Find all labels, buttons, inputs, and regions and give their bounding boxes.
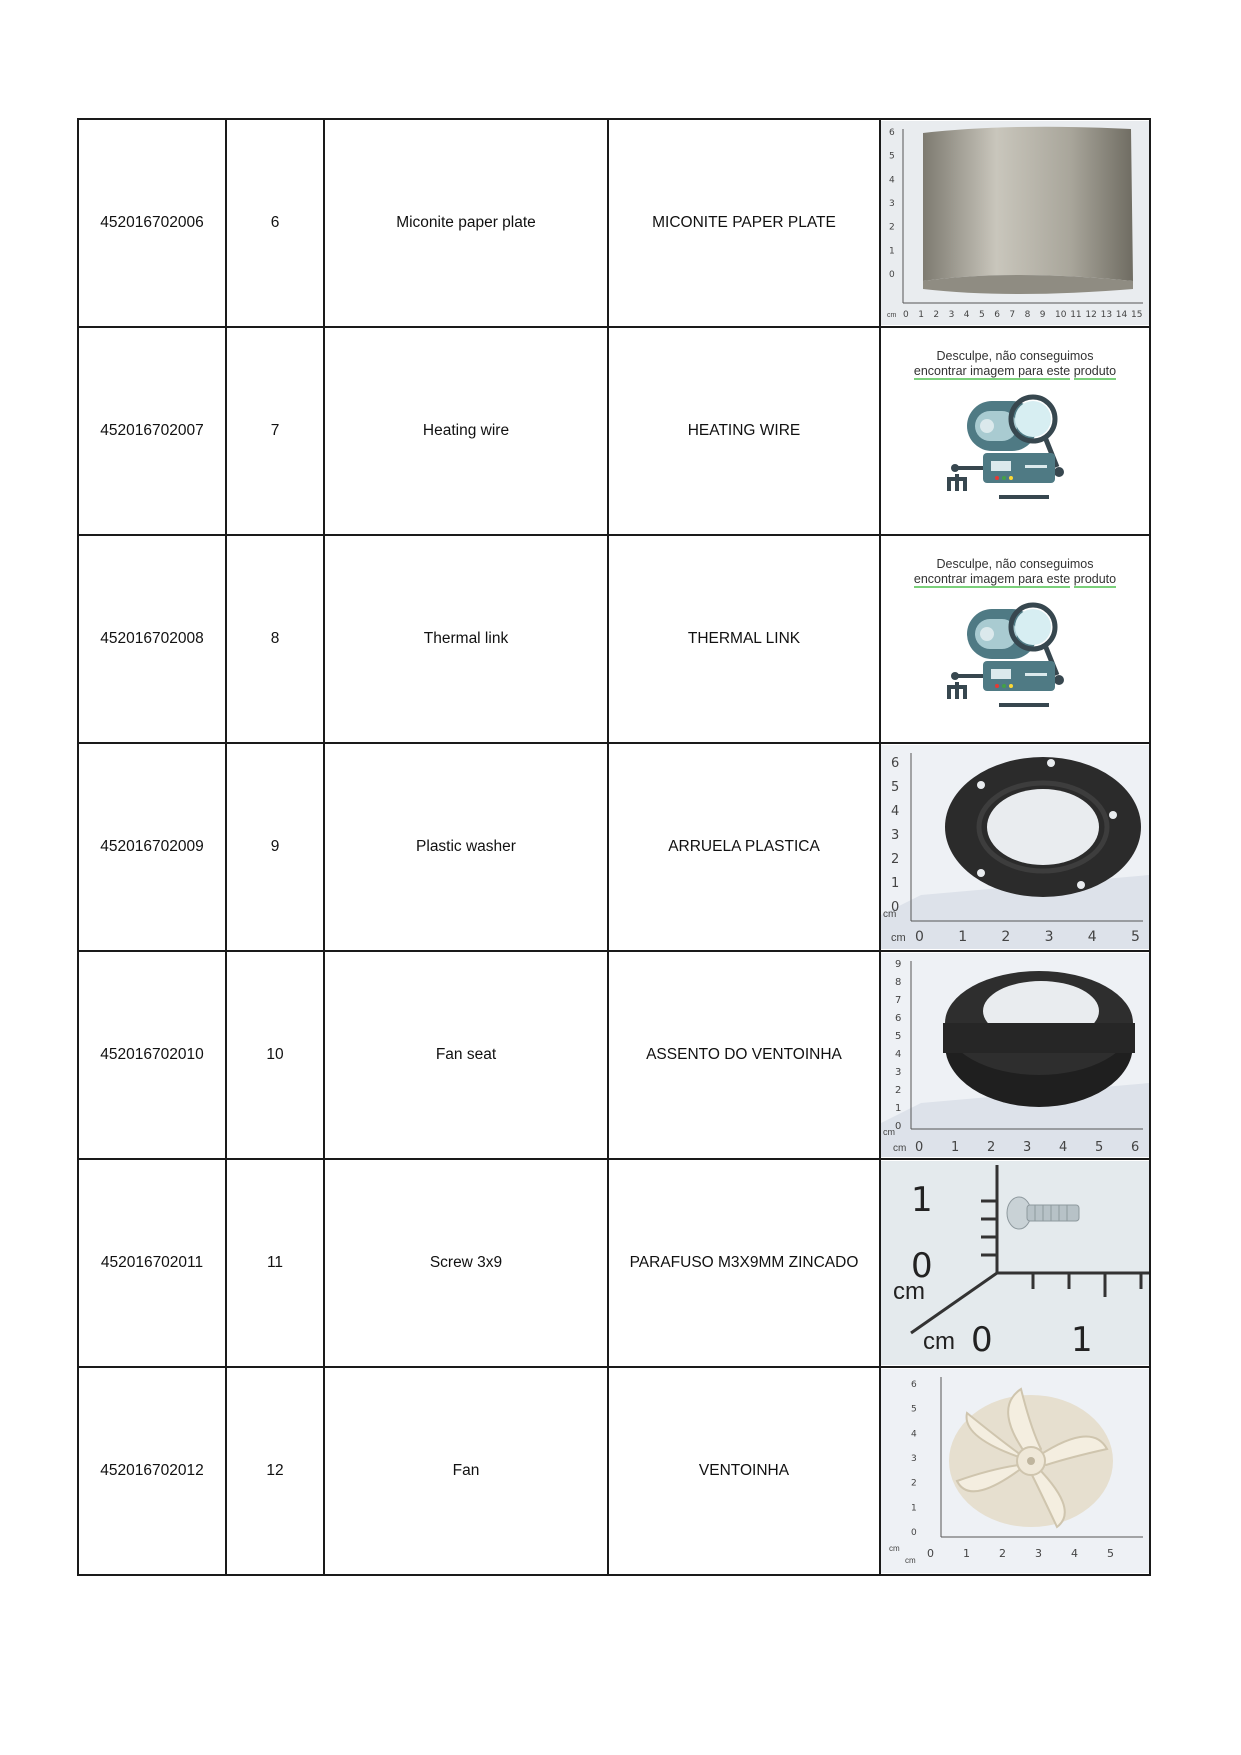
ruler-tick-label: 3 [948, 310, 955, 320]
unit-label: cm [889, 1544, 900, 1553]
position-number: 11 [226, 1159, 324, 1367]
ruler-tick-label: 0 [903, 310, 909, 320]
unit-label: cm [891, 932, 906, 944]
description-pt: MICONITE PAPER PLATE [608, 119, 880, 327]
ruler-tick-label: 8 [895, 977, 902, 988]
ruler-tick-label: 6 [1131, 1140, 1140, 1155]
ruler-tick-label: 6 [891, 756, 900, 771]
ruler-tick-label: 2 [933, 310, 940, 320]
not-found-line1: Desculpe, não conseguimos [936, 349, 1094, 363]
description-pt: VENTOINHA [608, 1367, 880, 1575]
not-found-line2: encontrar imagem para este [913, 364, 1071, 378]
ruler-tick-label: 7 [895, 995, 902, 1006]
not-found-line1: Desculpe, não conseguimos [936, 557, 1094, 571]
ruler-tick-label: 6 [994, 310, 1000, 320]
ruler-tick-label: 3 [889, 199, 895, 209]
ruler-tick-label: 4 [1087, 929, 1097, 945]
description-en: Thermal link [324, 535, 608, 743]
ruler-tick-label: 14 [1115, 310, 1128, 320]
part-photo-washer [881, 745, 1149, 949]
table-row [78, 535, 1150, 743]
ruler-tick-label: 6 [889, 128, 895, 138]
ruler-tick-label: 0 [895, 1121, 902, 1132]
ruler-tick-label: 9 [895, 959, 902, 970]
ruler-tick-label: 4 [889, 175, 895, 186]
ruler-tick-label: 4 [895, 1049, 902, 1060]
position-number: 8 [226, 535, 324, 743]
ruler-tick-label: 2 [889, 222, 895, 233]
ruler-tick-label: 0 [911, 1246, 933, 1286]
ruler-tick-label: 6 [895, 1013, 902, 1024]
ruler-tick-label: 4 [963, 310, 970, 320]
ruler-tick-label: 3 [1023, 1140, 1032, 1155]
part-code: 452016702012 [78, 1367, 226, 1575]
description-pt: THERMAL LINK [608, 535, 880, 743]
description-en: Screw 3x9 [324, 1159, 608, 1367]
unit-label: cm [883, 909, 897, 920]
unit-label: cm [883, 1127, 895, 1137]
ruler-tick-label: 4 [1059, 1140, 1068, 1155]
position-number: 12 [226, 1367, 324, 1575]
table-row [78, 1159, 1150, 1367]
ruler-tick-label: 3 [891, 828, 900, 843]
not-found-line2: encontrar imagem para este [913, 572, 1071, 586]
description-en: Plastic washer [324, 743, 608, 951]
description-en: Miconite paper plate [324, 119, 608, 327]
position-number: 7 [226, 327, 324, 535]
ruler-tick-label: 2 [987, 1140, 996, 1155]
ruler-tick-label: 5 [895, 1031, 902, 1042]
description-en: Fan seat [324, 951, 608, 1159]
position-number: 6 [226, 119, 324, 327]
part-code: 452016702009 [78, 743, 226, 951]
ruler-tick-label: 1 [889, 246, 895, 257]
not-found-link: produto [1073, 364, 1117, 378]
ruler-tick-label: 2 [911, 1478, 917, 1489]
parts-table [77, 118, 1151, 1576]
table-row [78, 1367, 1150, 1575]
ruler-tick-label: 0 [891, 900, 900, 915]
unit-label: cm [893, 1143, 907, 1154]
unit-label: cm [905, 1556, 916, 1565]
part-code: 452016702008 [78, 535, 226, 743]
ruler-tick-label: 6 [911, 1380, 917, 1390]
image-not-found [881, 329, 1149, 533]
part-photo-screw [881, 1161, 1149, 1365]
ruler-tick-label: 2 [895, 1085, 902, 1096]
ruler-tick-label: 0 [927, 1547, 934, 1560]
table-row [78, 327, 1150, 535]
table-row [78, 743, 1150, 951]
ruler-tick-label: 2 [999, 1547, 1006, 1560]
position-number: 9 [226, 743, 324, 951]
ruler-tick-label: 1 [951, 1140, 960, 1155]
ruler-tick-label: 1 [918, 310, 924, 320]
ruler-tick-label: 1 [958, 929, 968, 945]
ruler-tick-label: 1 [891, 876, 900, 891]
ruler-tick-label: 7 [1009, 310, 1016, 320]
ruler-tick-label: 5 [1107, 1547, 1114, 1560]
ruler-tick-label: 9 [1039, 310, 1046, 320]
ruler-tick-label: 1 [963, 1547, 970, 1560]
ruler-tick-label: 2 [891, 852, 900, 867]
ruler-tick-label: 5 [1131, 929, 1140, 945]
ruler-tick-label: 5 [891, 780, 900, 795]
ruler-tick-label: 1 [895, 1103, 902, 1114]
part-code: 452016702007 [78, 327, 226, 535]
part-photo-fan [881, 1369, 1149, 1573]
ruler-tick-label: 4 [1071, 1547, 1078, 1560]
part-code: 452016702006 [78, 119, 226, 327]
ruler-tick-label: 3 [1035, 1547, 1042, 1560]
ruler-tick-label: 3 [911, 1454, 917, 1464]
not-found-link: produto [1073, 572, 1117, 586]
ruler-tick-label: 1 [1071, 1320, 1093, 1360]
unit-label: cm [887, 312, 897, 319]
part-code: 452016702011 [78, 1159, 226, 1367]
part-code: 452016702010 [78, 951, 226, 1159]
unit-label: cm [923, 1328, 955, 1355]
description-pt: ARRUELA PLASTICA [608, 743, 880, 951]
ruler-tick-label: 0 [915, 1140, 924, 1155]
ruler-tick-label: 0 [971, 1320, 993, 1360]
ruler-tick-label: 0 [915, 929, 924, 945]
ruler-tick-label: 3 [895, 1067, 902, 1078]
ruler-tick-label: 4 [891, 804, 900, 819]
image-not-found [881, 537, 1149, 741]
description-pt: PARAFUSO M3X9MM ZINCADO [608, 1159, 880, 1367]
ruler-tick-label: 8 [1024, 310, 1031, 320]
ruler-tick-label: 4 [911, 1429, 917, 1440]
robot-search-icon [945, 587, 1085, 717]
ruler-tick-label: 13 [1100, 310, 1113, 320]
ruler-tick-label: 15 [1131, 310, 1143, 320]
ruler-tick-label: 10 [1055, 310, 1067, 320]
ruler-tick-label: 1 [911, 1503, 917, 1514]
ruler-tick-label: 5 [1095, 1140, 1104, 1155]
description-pt: ASSENTO DO VENTOINHA [608, 951, 880, 1159]
description-pt: HEATING WIRE [608, 327, 880, 535]
robot-search-icon [945, 379, 1085, 509]
ruler-tick-label: 5 [979, 310, 985, 320]
ruler-tick-label: 3 [1044, 929, 1054, 945]
part-photo-miconite [881, 121, 1149, 325]
unit-label: cm [893, 1278, 925, 1305]
table-row [78, 951, 1150, 1159]
ruler-tick-label: 12 [1085, 310, 1097, 320]
ruler-tick-label: 0 [911, 1528, 917, 1538]
ruler-tick-label: 2 [1001, 929, 1011, 945]
ruler-tick-label: 5 [889, 151, 895, 162]
ruler-tick-label: 11 [1070, 310, 1082, 320]
description-en: Heating wire [324, 327, 608, 535]
ruler-tick-label: 0 [889, 270, 895, 280]
position-number: 10 [226, 951, 324, 1159]
part-photo-fan-seat [881, 953, 1149, 1157]
ruler-tick-label: 5 [911, 1404, 917, 1415]
description-en: Fan [324, 1367, 608, 1575]
table-row [78, 119, 1150, 327]
ruler-tick-label: 1 [911, 1180, 933, 1220]
